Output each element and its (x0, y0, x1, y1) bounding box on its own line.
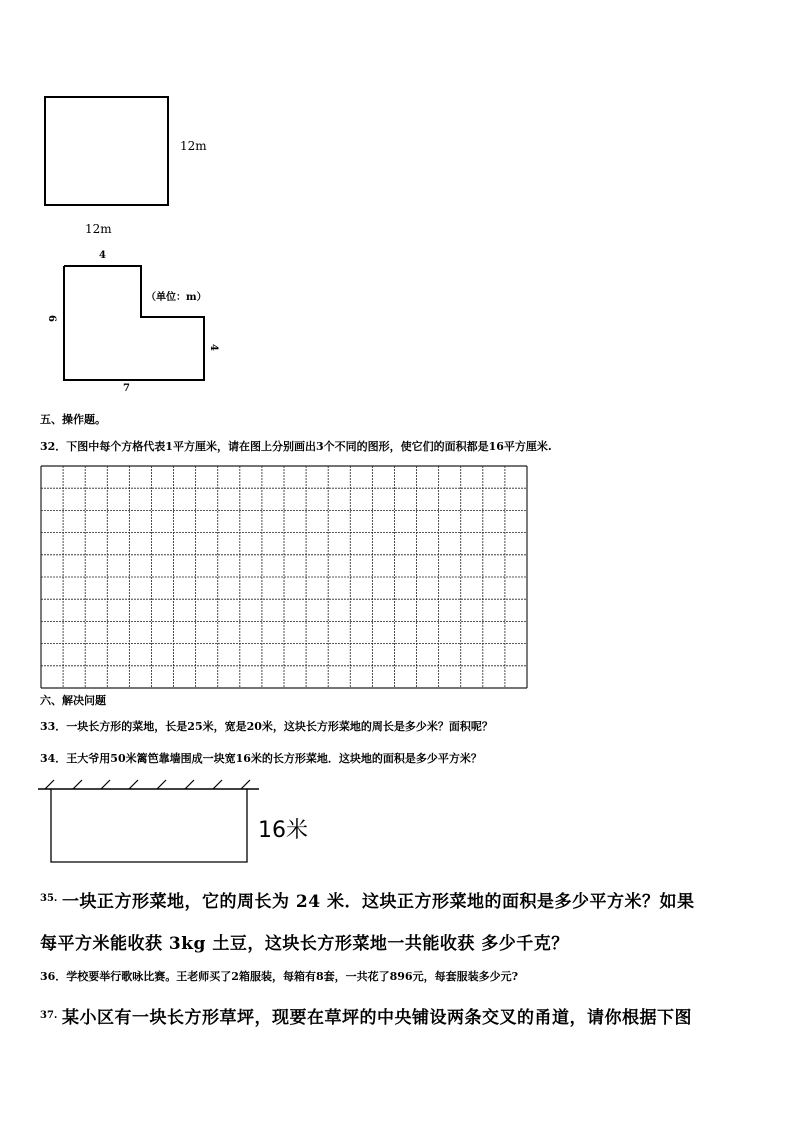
question-37-number: 37. (40, 1010, 58, 1021)
lshape-bottom-label: 7 (123, 383, 130, 394)
question-33: 33．一块长方形的菜地，长是25米，宽是20米，这块长方形菜地的周长是多少米？面积呢？ (40, 720, 493, 733)
lshape-outline (64, 266, 204, 380)
lshape-left-label: 6 (45, 315, 57, 322)
square-bottom-label: 12m (85, 222, 112, 236)
lshape-right-label: 4 (207, 344, 219, 351)
fence-rect (51, 789, 247, 862)
square-grid[interactable] (40, 465, 528, 689)
square-side-label: 12m (180, 139, 207, 153)
fence-figure (30, 775, 270, 870)
wall-hatching (45, 780, 250, 789)
question-35-line1: 一块正方形菜地，它的周长为 24 米．这块正方形菜地的面积是多少平方米？如果 (62, 892, 695, 912)
question-37-line1: 某小区有一块长方形草坪，现要在草坪的中央铺设两条交叉的甬道，请你根据下图 (62, 1008, 692, 1028)
section5-heading: 五、操作题。 (40, 413, 106, 426)
question-36: 36．学校要举行歌咏比赛。王老师买了2箱服装，每箱有8套，一共花了896元，每套服装多少元? (40, 970, 519, 983)
question-34: 34．王大爷用50米篱笆靠墙围成一块宽16米的长方形菜地．这块地的面积是多少平方米？ (40, 752, 482, 765)
question-35-line2: 每平方米能收获 3kg 土豆，这块长方形菜地一共能收获 多少千克？ (40, 934, 569, 954)
lshape-top-label: 4 (99, 250, 106, 261)
square-figure (0, 0, 260, 250)
section6-heading: 六、解决问题 (40, 694, 106, 707)
lshape-figure (0, 240, 260, 405)
fence-width-label: 16米 (258, 818, 308, 843)
question-32: 32．下图中每个方格代表1平方厘米，请在图上分别画出3个不同的图形，使它们的面积都是16平方厘米. (40, 440, 552, 453)
question-35-number: 35. (40, 893, 58, 904)
lshape-unit-note: （单位：m） (146, 292, 207, 303)
square-shape (45, 97, 168, 205)
